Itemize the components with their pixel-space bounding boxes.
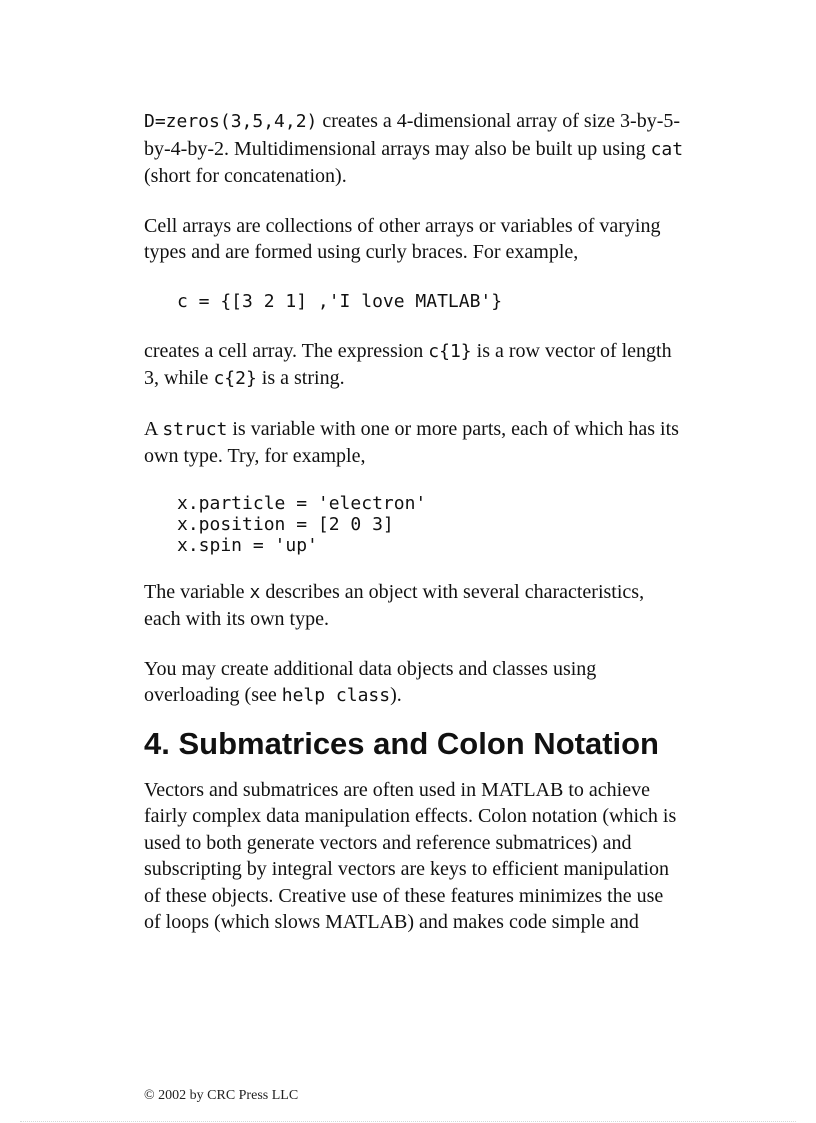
- text: is variable with one or more parts, each of which has its own type. Try, for example,: [144, 417, 679, 467]
- code-x: x: [249, 581, 261, 603]
- code-line: x.position = [2 0 3]: [177, 513, 394, 535]
- text: describes an object with several characteristics, each with its own type.: [144, 580, 645, 630]
- text: creates a cell array. The expression: [144, 339, 429, 362]
- code-line: x.spin = 'up': [177, 534, 318, 556]
- code-struct: struct: [162, 418, 228, 440]
- code-line: x.particle = 'electron': [177, 492, 427, 514]
- paragraph-submatrices: Vectors and submatrices are often used in MATLAB to achieve fairly complex data manipulation effects. Colon notation (which is used to both generate vectors and reference submatrices) and subscripting by integral vectors are keys to efficient manipulation of these objects. Creative use of these features minimizes the use of loops (which slows MATLAB) and makes code simple and: [144, 778, 677, 933]
- paragraph-struct: [144, 416, 684, 470]
- paragraph-multidimensional-arrays: [144, 108, 684, 190]
- text: A: [144, 417, 163, 440]
- section-heading: 4. Submatrices and Colon Notation: [144, 725, 659, 761]
- page-bottom-divider: [20, 1121, 796, 1122]
- text: ).: [390, 684, 402, 706]
- paragraph-variable-x: [144, 579, 684, 633]
- code-block-struct: [177, 493, 684, 556]
- text: (short for concatenation).: [144, 165, 347, 187]
- code-cat: cat: [650, 138, 684, 160]
- copyright-footer: © 2002 by CRC Press LLC: [144, 1088, 299, 1103]
- code-c1: c{1}: [428, 340, 472, 362]
- code-help-class: help class: [281, 685, 391, 706]
- text: is a row vector of length 3, while: [144, 339, 672, 389]
- text: The variable: [144, 580, 250, 603]
- paragraph-overloading: [144, 656, 684, 710]
- document-page: [144, 108, 684, 936]
- paragraph-cell-arrays: Cell arrays are collections of other arrays or variables of varying types and are formed using curly braces. For example,: [144, 214, 661, 263]
- code-c2: c{2}: [213, 368, 257, 389]
- text: creates a 4-dimensional array of size 3-by-5-by-4-by-2. Multidimensional arrays may also be built up using: [144, 110, 681, 160]
- code-zeros: D=zeros(3,5,4,2): [144, 111, 318, 132]
- text: You may create additional data objects and classes using overloading (see: [144, 657, 597, 706]
- text: is a string.: [256, 367, 345, 389]
- code-block-cell-array: c = {[3 2 1] ,'I love MATLAB'}: [177, 290, 503, 312]
- paragraph-cell-array-expression: [144, 338, 684, 393]
